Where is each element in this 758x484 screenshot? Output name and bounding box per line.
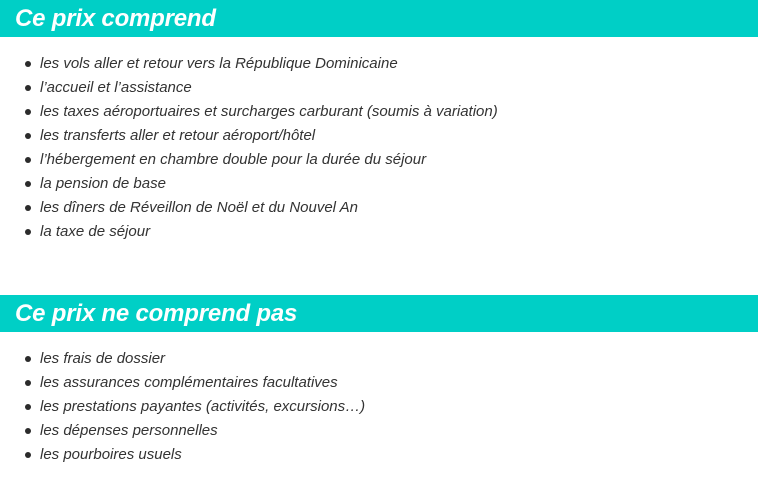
bullet-icon [25, 428, 31, 434]
list-item [0, 148, 498, 172]
list-item [0, 419, 365, 443]
bullet-icon [25, 85, 31, 91]
list-item-text: les dépenses personnelles [40, 422, 218, 439]
list-item [0, 196, 498, 220]
price-includes-list [0, 52, 498, 244]
list-item [0, 76, 498, 100]
list-item [0, 124, 498, 148]
bullet-icon [25, 404, 31, 410]
price-excludes-section [0, 295, 758, 463]
price-includes-title: Ce prix comprend [15, 5, 216, 32]
list-item [0, 443, 365, 467]
list-item [0, 347, 365, 371]
list-item-text: les taxes aéroportuaires et surcharges carburant (soumis à variation) [40, 103, 498, 120]
price-includes-section [0, 0, 758, 240]
bullet-icon [25, 452, 31, 458]
list-item [0, 52, 498, 76]
price-includes-header-bar [0, 0, 758, 37]
bullet-icon [25, 356, 31, 362]
list-item [0, 100, 498, 124]
bullet-icon [25, 61, 31, 67]
list-item [0, 220, 498, 244]
list-item-text: les dîners de Réveillon de Noël et du Nouvel An [40, 199, 358, 216]
bullet-icon [25, 133, 31, 139]
list-item-text: les pourboires usuels [40, 446, 182, 463]
bullet-icon [25, 181, 31, 187]
list-item-text: les transferts aller et retour aéroport/hôtel [40, 127, 316, 144]
price-excludes-title: Ce prix ne comprend pas [15, 300, 298, 327]
list-item [0, 172, 498, 196]
list-item [0, 371, 365, 395]
list-item-text: la pension de base [40, 175, 166, 192]
list-item-text: les vols aller et retour vers la République Dominicaine [40, 55, 398, 72]
list-item-text: l’hébergement en chambre double pour la durée du séjour [40, 151, 427, 168]
list-item-text: la taxe de séjour [40, 223, 151, 240]
bullet-icon [25, 109, 31, 115]
list-item-text: les assurances complémentaires facultatives [40, 374, 338, 391]
price-excludes-list [0, 347, 365, 467]
bullet-icon [25, 229, 31, 235]
bullet-icon [25, 380, 31, 386]
list-item-text: l’accueil et l’assistance [40, 79, 192, 96]
bullet-icon [25, 205, 31, 211]
list-item-text: les prestations payantes (activités, excursions…) [40, 398, 366, 415]
list-item [0, 395, 365, 419]
bullet-icon [25, 157, 31, 163]
list-item-text: les frais de dossier [40, 350, 166, 367]
price-excludes-header-bar [0, 295, 758, 332]
